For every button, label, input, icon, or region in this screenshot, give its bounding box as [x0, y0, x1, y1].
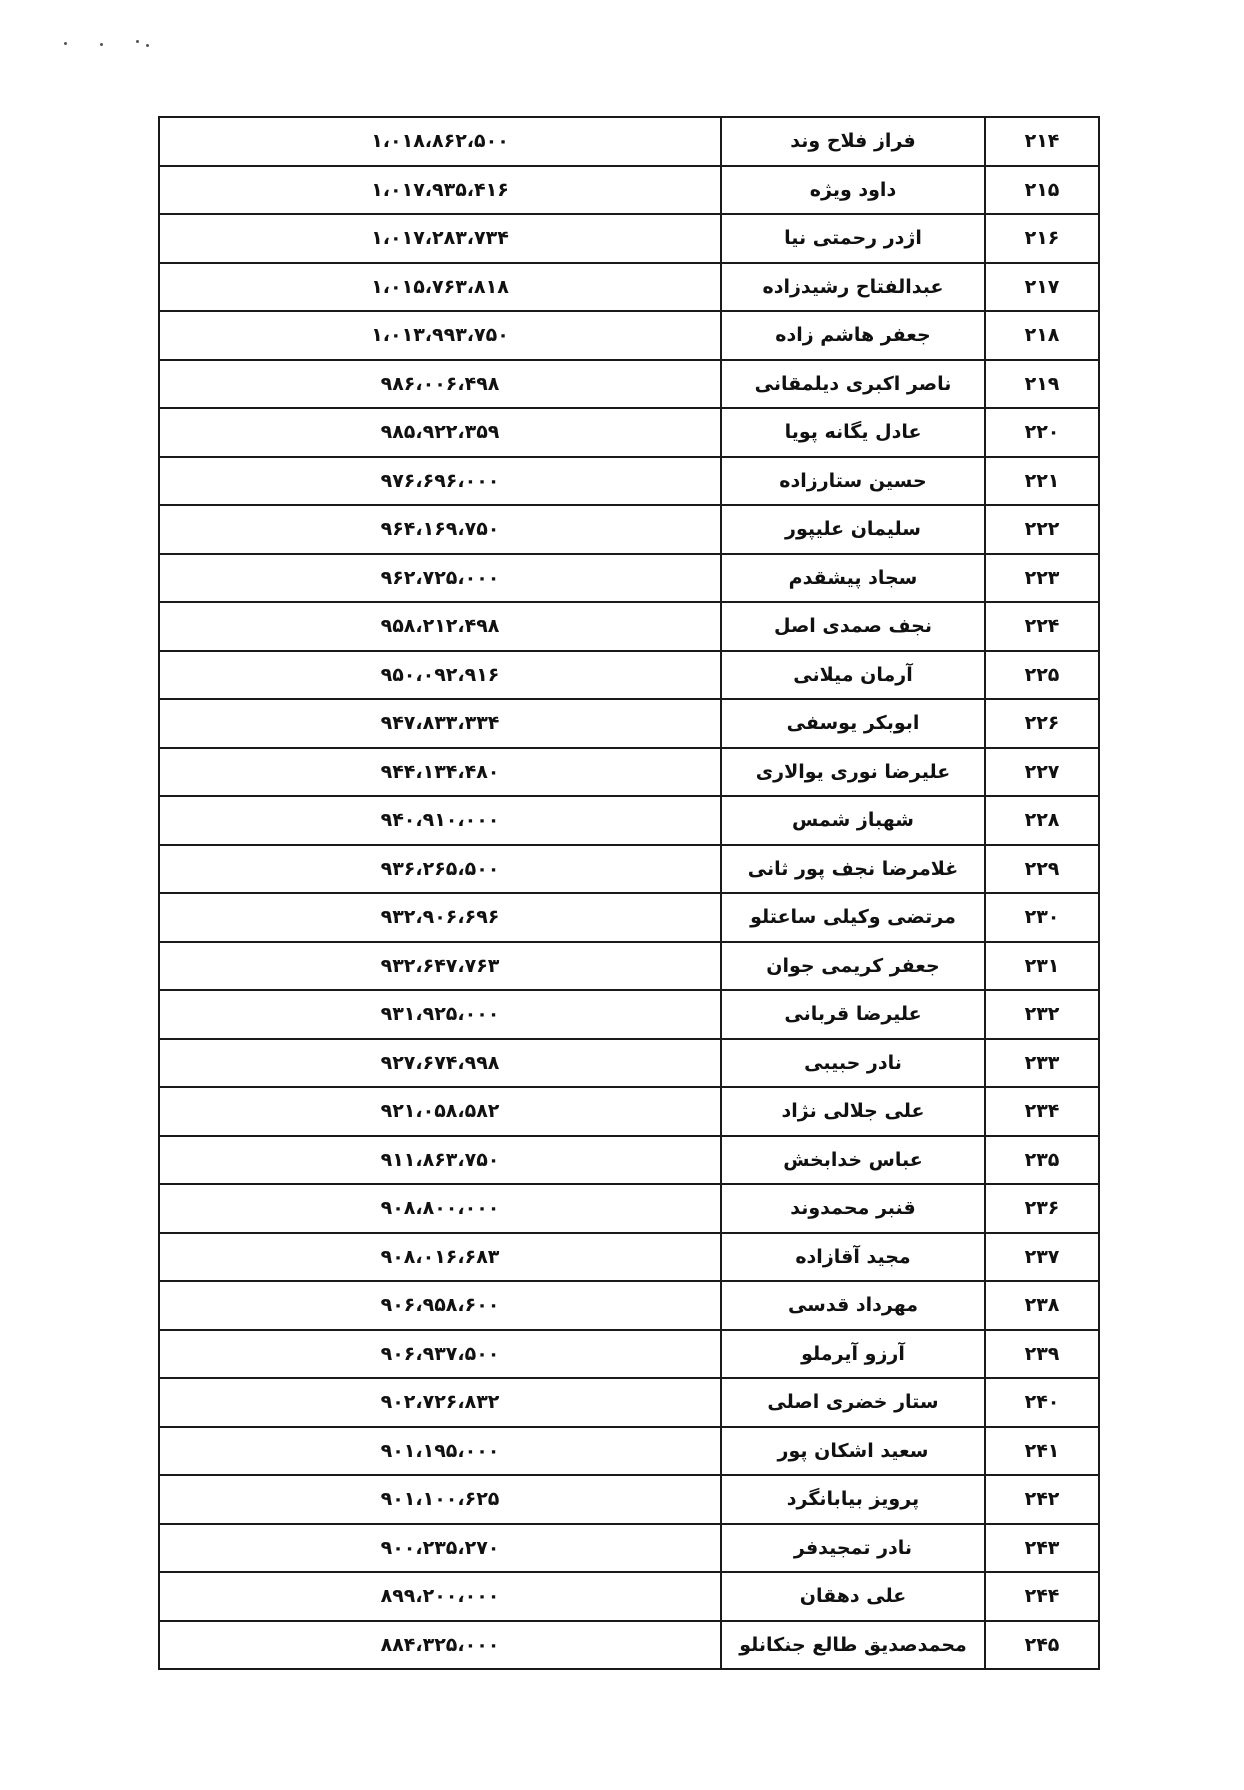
row-number: ۲۱۶ — [985, 214, 1099, 263]
amount-value: ۹۴۰،۹۱۰،۰۰۰ — [159, 796, 721, 845]
amount-value: ۹۲۱،۰۵۸،۵۸۲ — [159, 1087, 721, 1136]
row-number: ۲۱۷ — [985, 263, 1099, 312]
amount-value: ۹۵۸،۲۱۲،۴۹۸ — [159, 602, 721, 651]
table-row — [159, 457, 1099, 506]
person-name: ستار خضری اصلی — [721, 1378, 985, 1427]
table-row — [159, 117, 1099, 166]
amount-value: ۹۰۱،۱۹۵،۰۰۰ — [159, 1427, 721, 1476]
amount-value: ۹۰۸،۸۰۰،۰۰۰ — [159, 1184, 721, 1233]
amount-value: ۸۹۹،۲۰۰،۰۰۰ — [159, 1572, 721, 1621]
row-number: ۲۴۳ — [985, 1524, 1099, 1573]
table-row — [159, 1572, 1099, 1621]
row-number: ۲۳۴ — [985, 1087, 1099, 1136]
person-name: علی جلالی نژاد — [721, 1087, 985, 1136]
amount-value: ۹۵۰،۰۹۲،۹۱۶ — [159, 651, 721, 700]
person-name: عباس خدابخش — [721, 1136, 985, 1185]
person-name: شهباز شمس — [721, 796, 985, 845]
person-name: عادل یگانه پویا — [721, 408, 985, 457]
person-name: اژدر رحمتی نیا — [721, 214, 985, 263]
row-number: ۲۲۸ — [985, 796, 1099, 845]
row-number: ۲۴۴ — [985, 1572, 1099, 1621]
table-row — [159, 942, 1099, 991]
table-row — [159, 1524, 1099, 1573]
amount-value: ۹۰۲،۷۲۶،۸۳۲ — [159, 1378, 721, 1427]
person-name: نادر تمجیدفر — [721, 1524, 985, 1573]
table-body — [159, 117, 1099, 1669]
person-name: مرتضی وکیلی ساعتلو — [721, 893, 985, 942]
person-name: غلامرضا نجف پور ثانی — [721, 845, 985, 894]
person-name: محمدصدیق طالع جنکانلو — [721, 1621, 985, 1670]
amount-value: ۹۸۶،۰۰۶،۴۹۸ — [159, 360, 721, 409]
table-row — [159, 360, 1099, 409]
amount-value: ۹۴۴،۱۳۴،۴۸۰ — [159, 748, 721, 797]
table-row — [159, 699, 1099, 748]
table-row — [159, 1281, 1099, 1330]
row-number: ۲۱۵ — [985, 166, 1099, 215]
person-name: سلیمان علیپور — [721, 505, 985, 554]
table-row — [159, 893, 1099, 942]
amount-value: ۹۰۶،۹۳۷،۵۰۰ — [159, 1330, 721, 1379]
amount-value: ۹۲۷،۶۷۴،۹۹۸ — [159, 1039, 721, 1088]
table-row — [159, 748, 1099, 797]
row-number: ۲۳۹ — [985, 1330, 1099, 1379]
table-row — [159, 214, 1099, 263]
row-number: ۲۳۲ — [985, 990, 1099, 1039]
table-row — [159, 1475, 1099, 1524]
person-name: فراز فلاح وند — [721, 117, 985, 166]
row-number: ۲۳۷ — [985, 1233, 1099, 1282]
table-row — [159, 602, 1099, 651]
table-row — [159, 263, 1099, 312]
row-number: ۲۳۶ — [985, 1184, 1099, 1233]
amount-value: ۹۷۶،۶۹۶،۰۰۰ — [159, 457, 721, 506]
row-number: ۲۴۲ — [985, 1475, 1099, 1524]
table-row — [159, 1087, 1099, 1136]
scan-artifact-dots — [60, 38, 170, 48]
row-number: ۲۴۰ — [985, 1378, 1099, 1427]
amount-value: ۹۰۱،۱۰۰،۶۲۵ — [159, 1475, 721, 1524]
person-name: مهرداد قدسی — [721, 1281, 985, 1330]
amount-value: ۹۶۴،۱۶۹،۷۵۰ — [159, 505, 721, 554]
table-row — [159, 1136, 1099, 1185]
table-row — [159, 554, 1099, 603]
person-name: علی دهقان — [721, 1572, 985, 1621]
row-number: ۲۲۳ — [985, 554, 1099, 603]
row-number: ۲۳۰ — [985, 893, 1099, 942]
person-name: سجاد پیشقدم — [721, 554, 985, 603]
amount-value: ۹۴۷،۸۳۳،۳۳۴ — [159, 699, 721, 748]
payments-table — [158, 116, 1100, 1670]
person-name: آرمان میلانی — [721, 651, 985, 700]
row-number: ۲۲۱ — [985, 457, 1099, 506]
row-number: ۲۲۶ — [985, 699, 1099, 748]
row-number: ۲۳۱ — [985, 942, 1099, 991]
table-row — [159, 845, 1099, 894]
person-name: عبدالفتاح رشیدزاده — [721, 263, 985, 312]
row-number: ۲۱۴ — [985, 117, 1099, 166]
table-row — [159, 1330, 1099, 1379]
person-name: ابوبکر یوسفی — [721, 699, 985, 748]
amount-value: ۱،۰۱۷،۹۳۵،۴۱۶ — [159, 166, 721, 215]
table-row — [159, 1233, 1099, 1282]
row-number: ۲۱۸ — [985, 311, 1099, 360]
row-number: ۲۲۰ — [985, 408, 1099, 457]
amount-value: ۱،۰۱۳،۹۹۳،۷۵۰ — [159, 311, 721, 360]
table-row — [159, 1039, 1099, 1088]
amount-value: ۹۶۲،۷۲۵،۰۰۰ — [159, 554, 721, 603]
row-number: ۲۳۸ — [985, 1281, 1099, 1330]
row-number: ۲۲۷ — [985, 748, 1099, 797]
person-name: آرزو آیرملو — [721, 1330, 985, 1379]
person-name: حسین ستارزاده — [721, 457, 985, 506]
row-number: ۲۳۳ — [985, 1039, 1099, 1088]
row-number: ۲۲۵ — [985, 651, 1099, 700]
row-number: ۲۴۵ — [985, 1621, 1099, 1670]
person-name: علیرضا نوری یوالاری — [721, 748, 985, 797]
table-row — [159, 408, 1099, 457]
row-number: ۲۳۵ — [985, 1136, 1099, 1185]
table-row — [159, 651, 1099, 700]
person-name: مجید آقازاده — [721, 1233, 985, 1282]
person-name: جعفر کریمی جوان — [721, 942, 985, 991]
person-name: داود ویژه — [721, 166, 985, 215]
row-number: ۲۱۹ — [985, 360, 1099, 409]
row-number: ۲۴۱ — [985, 1427, 1099, 1476]
person-name: جعفر هاشم زاده — [721, 311, 985, 360]
person-name: قنبر محمدوند — [721, 1184, 985, 1233]
table-row — [159, 505, 1099, 554]
amount-value: ۱،۰۱۷،۲۸۳،۷۳۴ — [159, 214, 721, 263]
person-name: نادر حبیبی — [721, 1039, 985, 1088]
table-row — [159, 1427, 1099, 1476]
person-name: علیرضا قربانی — [721, 990, 985, 1039]
amount-value: ۹۰۸،۰۱۶،۶۸۳ — [159, 1233, 721, 1282]
table-row — [159, 990, 1099, 1039]
row-number: ۲۲۲ — [985, 505, 1099, 554]
amount-value: ۹۰۰،۲۳۵،۲۷۰ — [159, 1524, 721, 1573]
table-row — [159, 1621, 1099, 1670]
row-number: ۲۲۴ — [985, 602, 1099, 651]
amount-value: ۹۳۶،۲۶۵،۵۰۰ — [159, 845, 721, 894]
person-name: پرویز بیابانگرد — [721, 1475, 985, 1524]
amount-value: ۹۳۲،۹۰۶،۶۹۶ — [159, 893, 721, 942]
table-row — [159, 796, 1099, 845]
amount-value: ۹۳۲،۶۴۷،۷۶۳ — [159, 942, 721, 991]
table-row — [159, 1184, 1099, 1233]
amount-value: ۱،۰۱۸،۸۶۲،۵۰۰ — [159, 117, 721, 166]
person-name: نجف صمدی اصل — [721, 602, 985, 651]
amount-value: ۹۱۱،۸۶۳،۷۵۰ — [159, 1136, 721, 1185]
amount-value: ۹۳۱،۹۲۵،۰۰۰ — [159, 990, 721, 1039]
amount-value: ۹۰۶،۹۵۸،۶۰۰ — [159, 1281, 721, 1330]
table-row — [159, 311, 1099, 360]
person-name: ناصر اکبری دیلمقانی — [721, 360, 985, 409]
amount-value: ۸۸۴،۳۲۵،۰۰۰ — [159, 1621, 721, 1670]
table-row — [159, 166, 1099, 215]
amount-value: ۹۸۵،۹۲۲،۳۵۹ — [159, 408, 721, 457]
table-row — [159, 1378, 1099, 1427]
amount-value: ۱،۰۱۵،۷۶۳،۸۱۸ — [159, 263, 721, 312]
row-number: ۲۲۹ — [985, 845, 1099, 894]
person-name: سعید اشکان پور — [721, 1427, 985, 1476]
